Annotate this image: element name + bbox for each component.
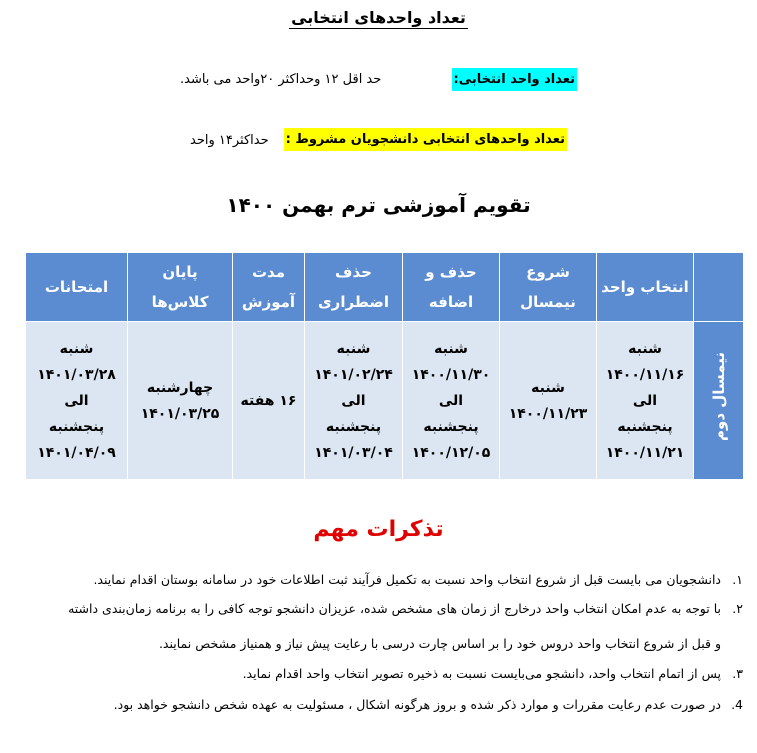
- cell-line: ۱۴۰۰/۱۱/۳۰: [411, 366, 491, 383]
- header-emergency-drop: حذف اضطراری: [305, 253, 403, 322]
- cell-line: پنجشنبه: [423, 418, 479, 435]
- calendar-title: تقویم آموزشی ترم بهمن ۱۴۰۰: [226, 193, 531, 217]
- cell-line: ۱۴۰۱/۰۲/۲۴: [314, 366, 393, 383]
- rule-1-value: حد اقل ۱۲ وحداکثر ۲۰واحد می باشد.: [180, 72, 382, 87]
- rule-1-label-highlight: تعداد واحد انتخابی:: [452, 68, 577, 91]
- note-number: ۱.: [732, 572, 743, 587]
- cell-line: پنجشنبه: [48, 418, 105, 435]
- cell-line: شنبه: [336, 340, 371, 357]
- rule-2-label-highlight: تعداد واحدهای انتخابی دانشجویان مشروط :: [284, 128, 567, 151]
- cell-line: پنجشنبه: [617, 418, 673, 435]
- cell-line: الی: [632, 392, 658, 409]
- cell-emergency-drop: [305, 322, 403, 480]
- document-title: [0, 8, 757, 27]
- rule-2-value: حداکثر۱۴ واحد: [190, 133, 269, 148]
- cell-semester-start: [500, 322, 597, 480]
- header-semester-start: شروع نیمسال: [500, 253, 597, 322]
- note-number: 4.: [731, 697, 743, 712]
- note-number: ۲.: [732, 601, 743, 616]
- header-add-drop: حذف و اضافه: [403, 253, 500, 322]
- cell-line: شنبه: [531, 379, 565, 396]
- note-item-3: [243, 666, 743, 681]
- calendar-header-row: [26, 253, 744, 322]
- semester-header-cell: [694, 253, 744, 322]
- cell-line: شنبه: [628, 340, 662, 357]
- rule-2-label: [284, 128, 567, 147]
- cell-classes-end: [128, 322, 233, 480]
- cell-add-drop: [403, 322, 500, 480]
- cell-line: پنجشنبه: [325, 418, 382, 435]
- cell-line: ۱۴۰۰/۱۱/۲۳: [508, 405, 588, 422]
- document-title-text: تعداد واحدهای انتخابی: [291, 8, 466, 27]
- rule-1-label: [452, 68, 577, 87]
- note-item-2-continuation: و قبل از شروع انتخاب واحد دروس خود را بر اساس چارت درسی با رعایت پیش نیاز و همنیاز مشخص نمایند.: [158, 636, 721, 651]
- cell-line: ۱۴۰۱/۰۳/۰۴: [314, 444, 393, 461]
- cell-line: ۱۶ هفته: [240, 392, 297, 409]
- cell-line: ۱۴۰۰/۱۱/۱۶: [605, 366, 685, 383]
- note-item-4: [114, 697, 743, 712]
- header-exams: امتحانات: [26, 253, 128, 322]
- cell-line: الی: [438, 392, 464, 409]
- cell-line: ۱۴۰۱/۰۳/۲۸: [37, 366, 116, 383]
- cell-line: ۱۴۰۰/۱۱/۲۱: [605, 444, 685, 461]
- cell-exams: [26, 322, 128, 480]
- cell-course-selection: [597, 322, 694, 480]
- cell-teaching-duration: [233, 322, 305, 480]
- cell-line: ۱۴۰۱/۰۳/۲۵: [140, 405, 220, 422]
- cell-line: شنبه: [434, 340, 468, 357]
- cell-line: ۱۴۰۱/۰۴/۰۹: [37, 444, 116, 461]
- header-teaching-duration: مدت آموزش: [233, 253, 305, 322]
- cell-line: چهارشنبه: [146, 379, 214, 396]
- header-classes-end: پایان کلاس‌ها: [128, 253, 233, 322]
- notes-title: تذکرات مهم: [313, 517, 444, 542]
- note-text: در صورت عدم رعایت مقررات و موارد ذکر شده و بروز هرگونه اشکال ، مسئولیت به عهده شخص دانشجو خواهد بود.: [113, 697, 721, 712]
- calendar-row-second-semester: [26, 322, 744, 480]
- note-text: پس از اتمام انتخاب واحد، دانشجو می‌بایست نسبت به ذخیره تصویر انتخاب واحد اقدام نماید.: [242, 666, 721, 681]
- header-course-selection: انتخاب واحد: [597, 253, 694, 322]
- cell-line: ۱۴۰۰/۱۲/۰۵: [411, 444, 491, 461]
- note-number: ۳.: [732, 666, 743, 681]
- note-item-1: [93, 572, 743, 587]
- semester-cell: [694, 322, 744, 480]
- cell-line: شنبه: [59, 340, 94, 357]
- cell-line: الی: [64, 392, 89, 409]
- note-item-2: [68, 601, 743, 616]
- cell-line: الی: [341, 392, 366, 409]
- note-text: دانشجویان می بایست قبل از شروع انتخاب واحد نسبت به تکمیل فرآیند ثبت اطلاعات خود در سامانه بوستان اقدام نمایند.: [93, 572, 721, 587]
- note-text: با توجه به عدم امکان انتخاب واحد درخارج از زمان های مشخص شده، عزیزان دانشجو توجه کافی را به برنامه زمان‌بندی داشته: [68, 601, 721, 616]
- semester-label: نیمسال دوم: [709, 351, 728, 441]
- academic-calendar-table: [25, 252, 744, 480]
